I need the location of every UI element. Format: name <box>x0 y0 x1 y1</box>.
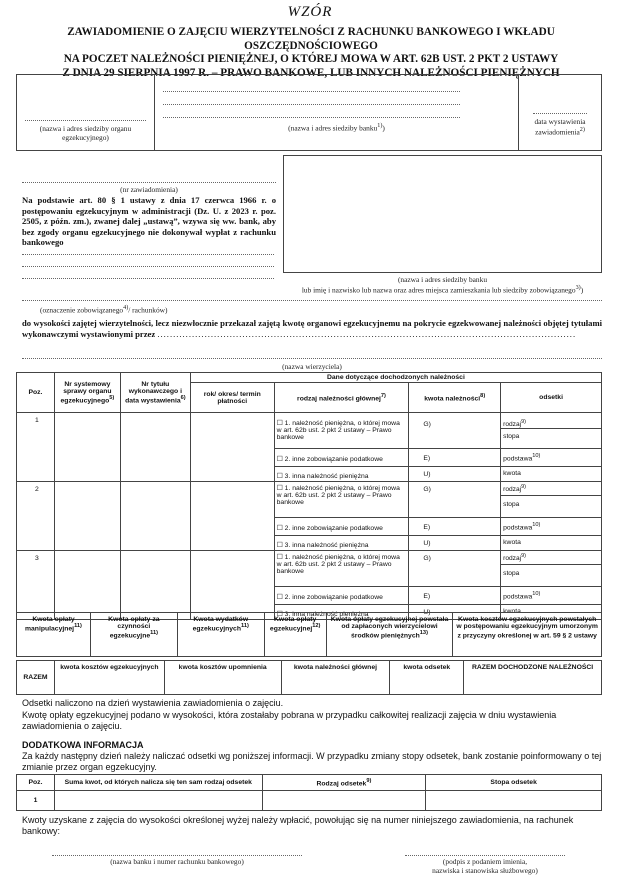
extra-heading: DODATKOWA INFORMACJA <box>22 740 144 750</box>
type-option-1[interactable]: ☐ 1. należność pieniężna, o której mowa w art. 62b ust. 2 pkt 2 ustawy – Prawo bankowe <box>274 551 409 587</box>
addressee-box[interactable] <box>283 155 602 273</box>
receivables-table <box>16 372 602 620</box>
total-interest[interactable]: kwota odsetek <box>390 661 464 695</box>
interest-info-table <box>16 774 602 811</box>
total-reminder[interactable]: kwota kosztów upomnienia <box>164 661 281 695</box>
title-number-cell[interactable] <box>120 413 190 482</box>
legal-basis-text: Na podstawie art. 80 § 1 ustawy z dnia 17 czerwca 1966 r. o postępowaniu egzekucyjnym w administracji (Dz. U. z 2023 r. poz. 2505, z późn. zm.), zwanej dalej „ustawą”, wzywa się ww. bank, aby bez zgody organu egzekucyjnego nie dokonywał wypłat z rachunku bankowego <box>22 195 276 248</box>
row-poz: 2 <box>17 482 55 551</box>
type-option-2[interactable]: ☐ 2. inne zobowiązanie podatkowe <box>274 449 409 467</box>
type-option-3[interactable]: ☐ 3. inna należność pieniężna <box>274 467 409 482</box>
table-row <box>17 551 602 587</box>
period-cell[interactable] <box>190 482 274 551</box>
note-interest: Odsetki naliczono na dzień wystawienia zawiadomienia o zajęciu. <box>22 698 284 708</box>
amount-u[interactable]: U) <box>409 467 501 482</box>
interest-cell[interactable]: rodzaj$^{9)}$ stopa <box>501 551 602 587</box>
signature-caption: (podpis z podaniem imienia, nazwiska i stanowiska służbowego) <box>432 857 538 875</box>
table-row <box>17 791 602 811</box>
type-option-1[interactable]: ☐ 1. należność pieniężna, o której mowa w art. 62b ust. 2 pkt 2 ustawy – Prawo bankowe <box>274 413 409 449</box>
type-option-1[interactable]: ☐ 1. należność pieniężna, o której mowa w art. 62b ust. 2 pkt 2 ustawy – Prawo bankowe <box>274 482 409 518</box>
total-table <box>16 660 602 695</box>
organ-caption: (nazwa i adres siedziby organu egzekucyjnego) <box>39 124 132 142</box>
date-caption: data wystawienia zawiadomienia$^{2)}$ <box>534 117 586 137</box>
col-title-number: Nr tytułu wykonawczego i data wystawienia$^{6)}$ <box>120 373 190 413</box>
fees-table <box>16 612 602 657</box>
title-line-3: Z DNIA 29 SIERPNIA 1997 R. – PRAWO BANKOWE, LUB INNYCH NALEŻNOŚCI PIENIĘŻNYCH <box>62 66 560 79</box>
case-number-cell[interactable] <box>54 482 120 551</box>
col-poz: Poz. <box>17 373 55 413</box>
table-row <box>17 413 602 449</box>
interest-base[interactable]: podstawa$^{10)}$ <box>501 587 602 605</box>
note-fee: Kwotę opłaty egzekucyjnej podano w wysokości, która zostałaby pobrana w przypadku całkowitej realizacji zajęcia w dniu wystawienia zawiadomienia o zajęciu. <box>22 710 557 731</box>
date-box[interactable] <box>518 74 602 151</box>
fee-actions: Kwota opłaty za czynności egzekucyjne$^{11)}$ <box>90 613 177 657</box>
notice-number-caption: (nr zawiadomienia) <box>120 185 178 194</box>
fee-discontinued: Kwota kosztów egzekucyjnych powstałych w postępowaniu egzekucyjnym umorzonym z przyczyny określonej w art. 59 § 2 ustawy <box>453 613 602 657</box>
col-poz: Poz. <box>17 775 55 791</box>
fee-manipulation: Kwota opłaty manipulacyjnej$^{11)}$ <box>17 613 91 657</box>
extra-text: Za każdy następny dzień należy naliczać odsetki wg poniższej informacji. W przypadku zmiany stopy odsetek, bank zostanie poinformowany o tej zmianie przez organ egzekucyjny. <box>22 751 602 772</box>
addressee-caption: (nazwa i adres siedziby banku lub imię i nazwisko lub nazwa oraz adres miejsca zamieszkania lub siedziby zobowiązanego$^{3)}$) <box>301 275 584 295</box>
total-label: RAZEM <box>17 661 55 695</box>
fee-expenses: Kwota wydatków egzekucyjnych$^{11)}$ <box>177 613 264 657</box>
interest-cell[interactable]: rodzaj$^{9)}$ stopa <box>501 413 602 449</box>
form-watermark-title: WZÓR <box>287 4 333 20</box>
rate-cell[interactable] <box>426 791 602 811</box>
type-option-2[interactable]: ☐ 2. inne zobowiązanie podatkowe <box>274 587 409 605</box>
creditor-caption: (nazwa wierzyciela) <box>282 362 342 371</box>
organ-box[interactable] <box>16 74 155 151</box>
title-line-2: NA POCZET NALEŻNOŚCI PIENIĘŻNEJ, O KTÓREJ MOWA W ART. 62B UST. 2 PKT 2 USTAWY <box>63 53 559 65</box>
row-poz: 1 <box>17 413 55 482</box>
amount-e[interactable]: E) <box>409 449 501 467</box>
title-line-1: ZAWIADOMIENIE O ZAJĘCIU WIERZYTELNOŚCI Z RACHUNKU BANKOWEGO I WKŁADU OSZCZĘDNOŚCIOWEGO <box>67 26 555 52</box>
amount-u[interactable]: U) <box>409 605 501 620</box>
type-option-3[interactable]: ☐ 3. inna należność pieniężna <box>274 536 409 551</box>
total-principal[interactable]: kwota należności głównej <box>281 661 390 695</box>
interest-base[interactable]: podstawa$^{10)}$ <box>501 518 602 536</box>
page-title <box>16 26 606 80</box>
amount-u[interactable]: U) <box>409 536 501 551</box>
table-row <box>17 482 602 518</box>
title-number-cell[interactable] <box>120 551 190 620</box>
amount-g[interactable]: G) <box>409 482 501 518</box>
case-number-cell[interactable] <box>54 413 120 482</box>
amount-g[interactable]: G) <box>409 413 501 449</box>
interest-amount[interactable]: kwota <box>501 536 602 551</box>
total-costs[interactable]: kwota kosztów egzekucyjnych <box>54 661 164 695</box>
interest-cell[interactable]: rodzaj$^{9)}$ stopa <box>501 482 602 518</box>
type-option-3[interactable]: ☐ 3. inna należność pieniężna <box>274 605 409 620</box>
fee-enforcement: Kwota opłaty egzekucyjnej$^{12)}$ <box>264 613 326 657</box>
case-number-cell[interactable] <box>54 551 120 620</box>
seizure-text: do wysokości zajętej wierzytelności, lecz niezwłocznie przekazał zajętą kwotę organowi egzekucyjnemu na pokrycie egzekwowanej należności objętej tytułami wykonawczymi wystawionymi przez ..................................................................................................................................... <box>22 318 602 339</box>
interest-amount[interactable]: kwota <box>501 467 602 482</box>
amount-g[interactable]: G) <box>409 551 501 587</box>
bank-account-caption: (nazwa banku i numer rachunku bankowego) <box>110 857 244 866</box>
bank-caption: (nazwa i adres siedziby banku$^{1)}$) <box>288 123 385 133</box>
interest-base[interactable]: podstawa$^{10)}$ <box>501 449 602 467</box>
row-poz: 1 <box>17 791 55 811</box>
col-amount: kwota należności$^{8)}$ <box>409 383 501 413</box>
period-cell[interactable] <box>190 551 274 620</box>
col-sum: Suma kwot, od których nalicza się ten sam rodzaj odsetek <box>54 775 262 791</box>
col-rate: Stopa odsetek <box>426 775 602 791</box>
col-type: rodzaj należności głównej$^{7)}$ <box>274 383 409 413</box>
bank-box[interactable] <box>154 74 519 151</box>
interest-amount[interactable]: kwota <box>501 605 602 620</box>
period-cell[interactable] <box>190 413 274 482</box>
row-poz: 3 <box>17 551 55 620</box>
col-receivables-group: Dane dotyczące dochodzonych należności <box>190 373 601 383</box>
amount-e[interactable]: E) <box>409 518 501 536</box>
col-period: rok/ okres/ termin płatności <box>190 383 274 413</box>
fee-paid-creditor: Kwota opłaty egzekucyjnej powstała od zapłaconych wierzycielowi środków pieniężnych$^{13)}$ <box>326 613 453 657</box>
col-interest: odsetki <box>501 383 602 413</box>
col-case-number: Nr systemowy sprawy organu egzekucyjnego$^{5)}$ <box>54 373 120 413</box>
sum-cell[interactable] <box>54 791 262 811</box>
payment-instruction: Kwoty uzyskane z zajęcia do wysokości określonej wyżej należy wpłacić, powołując się na numer niniejszego zawiadomienia, na rachunek bankowy: <box>22 815 574 836</box>
interest-type-cell[interactable] <box>262 791 426 811</box>
amount-e[interactable]: E) <box>409 587 501 605</box>
obligor-caption: (oznaczenie zobowiązanego$^{4)}$/ rachunków) <box>40 305 168 315</box>
title-number-cell[interactable] <box>120 482 190 551</box>
total-receivables[interactable]: RAZEM DOCHODZONE NALEŻNOŚCI <box>464 661 602 695</box>
type-option-2[interactable]: ☐ 2. inne zobowiązanie podatkowe <box>274 518 409 536</box>
col-interest-type: Rodzaj odsetek$^{9)}$ <box>262 775 426 791</box>
